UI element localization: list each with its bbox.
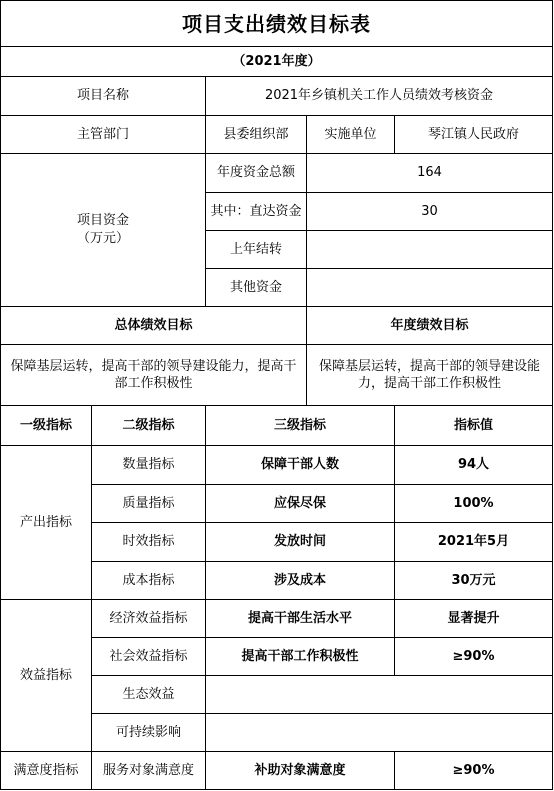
fund-direct-value: 30 — [307, 193, 553, 231]
output-indicator-label: 产出指标 — [0, 446, 92, 600]
indicator-header-value: 指标值 — [395, 406, 553, 446]
fund-total-label: 年度资金总额 — [206, 154, 307, 193]
page-title: 项目支出绩效目标表 — [0, 0, 553, 47]
benefit-level2-economic: 经济效益指标 — [92, 600, 206, 638]
overall-goal-header: 总体绩效目标 — [0, 307, 307, 345]
benefit-level2-social: 社会效益指标 — [92, 638, 206, 676]
year-subtitle: （2021年度） — [0, 47, 553, 77]
impl-unit-label: 实施单位 — [307, 116, 395, 154]
project-name-label: 项目名称 — [0, 77, 206, 116]
fund-carry-value — [307, 231, 553, 269]
impl-unit-value: 琴江镇人民政府 — [395, 116, 553, 154]
indicator-header-level2: 二级指标 — [92, 406, 206, 446]
fund-other-value — [307, 269, 553, 307]
fund-carry-label: 上年结转 — [206, 231, 307, 269]
benefit-level3-sustainable — [206, 714, 553, 752]
benefit-level2-sustainable: 可持续影响 — [92, 714, 206, 752]
output-value-quality: 100% — [395, 485, 553, 523]
output-value-quantity: 94人 — [395, 446, 553, 485]
satisfaction-level3: 补助对象满意度 — [206, 752, 395, 790]
annual-goal-header: 年度绩效目标 — [307, 307, 553, 345]
dept-value: 县委组织部 — [206, 116, 307, 154]
output-level3-timeliness: 发放时间 — [206, 523, 395, 562]
benefit-level3-social: 提高干部工作积极性 — [206, 638, 395, 676]
output-level2-quantity: 数量指标 — [92, 446, 206, 485]
output-level3-quality: 应保尽保 — [206, 485, 395, 523]
benefit-level3-economic: 提高干部生活水平 — [206, 600, 395, 638]
project-name-value: 2021年乡镇机关工作人员绩效考核资金 — [206, 77, 553, 116]
output-level2-timeliness: 时效指标 — [92, 523, 206, 562]
fund-label: 项目资金 （万元） — [0, 154, 206, 307]
dept-label: 主管部门 — [0, 116, 206, 154]
satisfaction-level2: 服务对象满意度 — [92, 752, 206, 790]
output-value-cost: 30万元 — [395, 562, 553, 600]
indicator-header-level1: 一级指标 — [0, 406, 92, 446]
indicator-header-level3: 三级指标 — [206, 406, 395, 446]
output-level2-cost: 成本指标 — [92, 562, 206, 600]
benefit-indicator-label: 效益指标 — [0, 600, 92, 752]
satisfaction-indicator-label: 满意度指标 — [0, 752, 92, 790]
output-level3-cost: 涉及成本 — [206, 562, 395, 600]
benefit-value-social: ≥90% — [395, 638, 553, 676]
benefit-level2-ecological: 生态效益 — [92, 676, 206, 714]
fund-total-value: 164 — [307, 154, 553, 193]
benefit-value-economic: 显著提升 — [395, 600, 553, 638]
output-value-timeliness: 2021年5月 — [395, 523, 553, 562]
fund-direct-label: 其中：直达资金 — [206, 193, 307, 231]
output-level3-quantity: 保障干部人数 — [206, 446, 395, 485]
satisfaction-value: ≥90% — [395, 752, 553, 790]
annual-goal-text: 保障基层运转，提高干部的领导建设能力，提高干部工作积极性 — [307, 345, 553, 406]
overall-goal-text: 保障基层运转，提高干部的领导建设能力，提高干部工作积极性 — [0, 345, 307, 406]
fund-other-label: 其他资金 — [206, 269, 307, 307]
output-level2-quality: 质量指标 — [92, 485, 206, 523]
benefit-level3-ecological — [206, 676, 553, 714]
